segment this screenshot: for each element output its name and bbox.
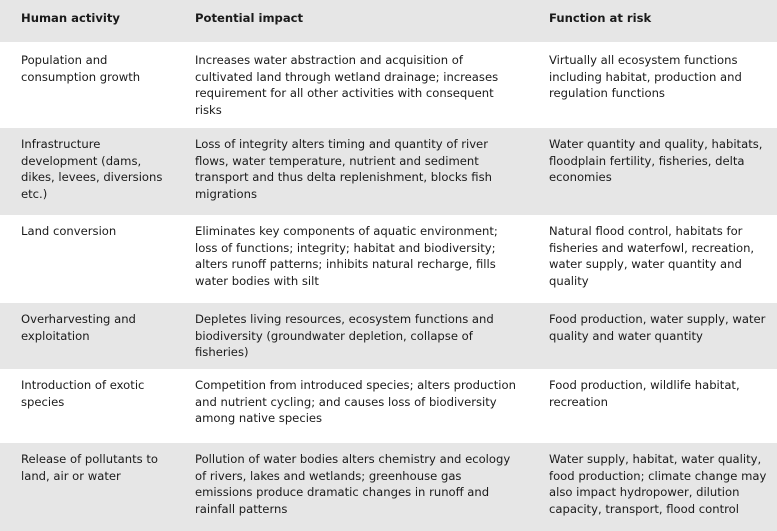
- impact-cell: Competition from introduced species; alters production and nutrient cycling; and causes loss of biodiversity among native species: [195, 378, 516, 425]
- table-row: [0, 443, 777, 531]
- function-cell: Food production, water supply, water quality and water quantity: [549, 312, 766, 343]
- impact-cell: Depletes living resources, ecosystem functions and biodiversity (groundwater depletion, collapse of fisheries): [195, 312, 494, 359]
- header-function-at-risk: Function at risk: [549, 11, 652, 25]
- function-cell: Food production, wildlife habitat, recreation: [549, 378, 740, 409]
- activity-cell: Land conversion: [21, 224, 117, 238]
- function-cell: Water quantity and quality, habitats, floodplain fertility, fisheries, delta economies: [549, 137, 763, 184]
- table-row: [0, 215, 777, 303]
- activity-cell: Introduction of exotic species: [21, 378, 145, 409]
- activity-cell: Population and consumption growth: [21, 53, 141, 84]
- table-row: [0, 128, 777, 215]
- impact-cell: Eliminates key components of aquatic environment; loss of functions; integrity; habitat and biodiversity; alters runoff patterns; inhibits natural recharge, fills water bodies with silt: [195, 224, 498, 288]
- activity-cell: Infrastructure development (dams, dikes, levees, diversions etc.): [21, 137, 163, 201]
- impact-cell: Increases water abstraction and acquisition of cultivated land through wetland drainage; increases requirement for all other activities with consequent risks: [195, 53, 499, 117]
- table-row: [0, 42, 777, 128]
- table-header: [0, 0, 777, 42]
- impact-cell: Pollution of water bodies alters chemistry and ecology of rivers, lakes and wetlands; greenhouse gas emissions produce dramatic changes in runoff and rainfall patterns: [195, 452, 511, 516]
- function-cell: Water supply, habitat, water quality, food production; climate change may also impact hydropower, dilution capacity, transport, flood control: [549, 452, 767, 516]
- function-cell: Natural flood control, habitats for fisheries and waterfowl, recreation, water supply, water quantity and quality: [549, 224, 755, 288]
- header-potential-impact: Potential impact: [195, 11, 304, 25]
- function-cell: Virtually all ecosystem functions including habitat, production and regulation functions: [549, 53, 742, 100]
- activity-cell: Release of pollutants to land, air or water: [21, 452, 158, 483]
- table-row: [0, 303, 777, 369]
- activity-cell: Overharvesting and exploitation: [21, 312, 136, 343]
- impact-cell: Loss of integrity alters timing and quantity of river flows, water temperature, nutrient and sediment transport and thus delta replenishment, blocks fish migrations: [195, 137, 492, 201]
- header-human-activity: Human activity: [21, 11, 120, 25]
- table-row: [0, 369, 777, 443]
